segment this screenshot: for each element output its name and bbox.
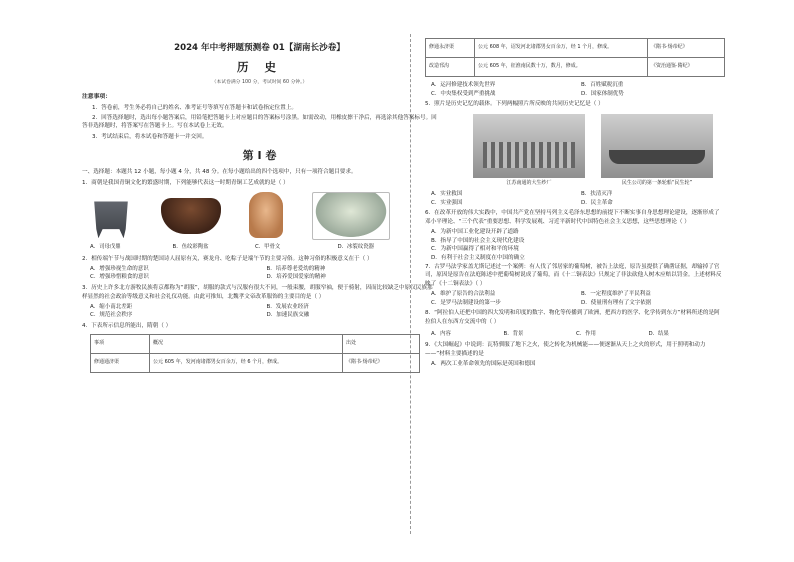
table-row xyxy=(426,39,725,58)
question-5-photos xyxy=(473,114,713,178)
table-cell: 改造邗沟 xyxy=(426,58,475,77)
option-c[interactable]: C．为新中国赢得了相对和平的环境 xyxy=(431,246,519,253)
option-c[interactable]: C．作用 xyxy=(576,330,596,337)
table-header-cell: 出处 xyxy=(343,334,420,353)
option-a[interactable]: A．为新中国工业化建设开辟了道路 xyxy=(431,229,519,236)
option-c[interactable]: C．增强珍惜粮食的意识 xyxy=(90,274,149,281)
table-header-cell: 概况 xyxy=(150,334,343,353)
option-d[interactable]: D．加速民族交融 xyxy=(266,312,310,319)
option-c[interactable]: C．甲骨文 xyxy=(255,244,281,251)
option-b[interactable]: B．鱼纹彩陶盆 xyxy=(172,244,209,251)
notice-item: 1．答卷前，考生务必将自己的姓名、准考证号等填写在答题卡和试卷指定位置上。 xyxy=(92,104,297,111)
question-4-table xyxy=(90,334,420,373)
option-b[interactable]: B．发展农业经济 xyxy=(266,303,309,310)
question-7-options xyxy=(431,290,725,307)
option-c[interactable]: C．中央集权受到严重挑战 xyxy=(431,90,496,97)
exam-meta: （本试卷满分 100 分，考试时间 60 分钟。） xyxy=(211,80,308,86)
table-header-cell: 事项 xyxy=(91,334,150,353)
table-cell: 《资治通鉴·隋纪》 xyxy=(648,58,725,77)
table-cell: 公元 605 年，征淮南民数十万，数月，修成。 xyxy=(475,58,648,77)
question-6-options xyxy=(431,228,725,263)
question-2-stem: 2．相传端午节与战国时期的楚国诗人屈原有关，赛龙舟、吃粽子是端午节的主要习俗。这种习俗的积极意义在于（ ） xyxy=(82,255,373,262)
question-3-stem: 3．历史上许多北方游牧民族将京都称为“胡服”，胡服的款式与汉服有很大不同，一般束腰，胡服窄袖，便于骑射，因而比较缺乏中原汉民族那样显然的社会政治等级意义和社会礼仪功能。由此可推知，北魏孝文帝改革服饰的主要目的是（ ） xyxy=(82,284,433,300)
option-b[interactable]: B．百姓赋税沉重 xyxy=(581,82,624,88)
notice-item: 3．考试结束后，将本试卷和答题卡一并交回。 xyxy=(92,133,208,140)
question-4-stem: 4．下表所示信息所能出，隋朝（ ） xyxy=(82,322,172,329)
table-header-row xyxy=(91,334,420,353)
question-6-stem: 6．在改革开放的伟大实践中，中国共产党在坚持马列主义毛泽东思想的前提下不断实事自身思想理论建设，逐渐形成了邓小平理论、“三个代表”重要思想、科学发展观、习近平新时代中国特色社会主义思想，这些思想理论（ ） xyxy=(425,210,720,226)
option-c[interactable]: C．是罗马法制建设的第一步 xyxy=(431,299,501,306)
question-1-images xyxy=(90,192,390,240)
question-9-options xyxy=(431,360,725,369)
option-b[interactable]: B．指导了中国的社会主义现代化建设 xyxy=(431,237,525,244)
question-1-options xyxy=(90,243,420,251)
option-a[interactable]: A．内容 xyxy=(431,330,451,337)
option-d[interactable]: D．民主革命 xyxy=(581,199,613,206)
photo-caption: 民生公司的第一条轮船“民生轮” xyxy=(621,179,693,186)
option-d[interactable]: D．结果 xyxy=(648,330,669,337)
painted-pottery-image xyxy=(161,198,221,234)
question-4-table-continued xyxy=(425,38,725,77)
option-b[interactable]: B．一定程度维护了平民利益 xyxy=(581,291,651,298)
table-cell: 《隋书·炀帝纪》 xyxy=(343,353,420,372)
option-c[interactable]: C．实业强国 xyxy=(431,199,463,206)
option-d[interactable]: D．有利于社会主义制度在中国的确立 xyxy=(431,255,525,262)
option-a[interactable]: A．缩小南北差距 xyxy=(90,303,133,310)
option-a[interactable]: A．运河修建技术领先世界 xyxy=(431,82,496,88)
table-cell: 修通永济渠 xyxy=(426,39,475,58)
photo-caption: 江苏南通的大生纱厂 xyxy=(506,179,552,186)
option-a[interactable]: A．维护了原告的合法利益 xyxy=(431,291,496,298)
table-cell: 《隋书·炀帝纪》 xyxy=(648,39,725,58)
exam-title: 2024 年中考押题预测卷 01【湖南长沙卷】 xyxy=(174,43,345,53)
question-4-options xyxy=(431,81,725,98)
table-row xyxy=(426,58,725,77)
question-8-stem: 8．“阿拉伯人还把中国的四大发明和印度的数字、物化等传播到了欧洲，把西方的医学、化学传到东方”材料所述的是阿拉伯人在东西方交流中的（ ） xyxy=(425,310,720,325)
section-intro: 一、选择题：本题共 12 小题，每小题 4 分，共 48 分。在每小题给出的四个选项中，只有一项符合题目要求。 xyxy=(82,169,357,176)
option-b[interactable]: B．培养尊老爱幼的精神 xyxy=(266,265,326,272)
right-column xyxy=(425,38,725,368)
option-d[interactable]: D．培养爱国爱家的精神 xyxy=(266,274,326,281)
option-a[interactable]: A．增强珍视生命的意识 xyxy=(90,265,149,272)
option-b[interactable]: B．扶清灭洋 xyxy=(581,191,613,198)
option-d[interactable]: D．冰裂纹瓷器 xyxy=(337,244,374,251)
bronze-ding-image xyxy=(90,192,132,238)
question-3-options xyxy=(90,303,437,320)
table-cell: 修通通济渠 xyxy=(91,353,150,372)
option-a[interactable]: A．司母戊鼎 xyxy=(90,244,121,251)
question-5-options xyxy=(431,190,725,207)
option-d[interactable]: D．国家体制优势 xyxy=(581,90,624,97)
question-5-stem: 5．照片是历史记忆的载体。下列两幅照片所反映的共同历史记忆是（ ） xyxy=(425,101,604,108)
option-d[interactable]: D．使量刑有理有了文字依据 xyxy=(581,299,652,306)
subject-title: 历 史 xyxy=(236,60,282,75)
notice-title: 注意事项： xyxy=(82,93,111,100)
steamship-photo xyxy=(601,114,713,178)
table-row xyxy=(91,353,420,372)
option-b[interactable]: B．背景 xyxy=(503,330,524,337)
volume-heading: 第 I 卷 xyxy=(242,149,277,163)
notice-item: 2．回答选择题时，选出每小题答案后，用铅笔把答题卡上对应题目的答案标号涂黑。如需改动，用橡皮擦干净后，再选涂其他答案标号。回答非选择题时，将答案写在答题卡上。写在本试卷上无效。 xyxy=(82,114,437,130)
factory-photo xyxy=(473,114,585,178)
question-8-options xyxy=(431,330,721,338)
question-5-captions xyxy=(473,180,713,188)
table-cell: 公元 605 年，发河南诸郡男女百余万，经 6 个月，修成。 xyxy=(150,353,343,372)
option-a[interactable]: A．两次工业革命领先的国际是英国和德国 xyxy=(431,360,536,367)
oracle-bone-image xyxy=(249,192,283,238)
crackle-porcelain-image xyxy=(312,192,390,240)
option-c[interactable]: C．规范社会秩序 xyxy=(90,312,133,319)
option-a[interactable]: A．实业救国 xyxy=(431,191,463,198)
left-column xyxy=(82,38,437,373)
question-7-stem: 7．古罗马法学家盖尤斯记述过一个案例：有人伐了邻居家的葡萄树，被告上法庭，原告虽提供了确凿证据，却输掉了官司，原因是原告在法庭陈述中把葡萄树说成了葡萄，而《十二铜表法》只规定了非法砍他人树木应赔以罚金。上述材料反映了《十二铜表法》（ ） xyxy=(425,263,722,288)
table-cell: 公元 608 年，诏发河北诸郡男女百余万，经 1 个月，修成。 xyxy=(475,39,648,58)
question-1-stem: 1．商朝是我国青铜文化的繁盛时期，下列能够代表这一时期青铜工艺成就的是（ ） xyxy=(82,179,289,186)
question-2-options xyxy=(90,265,437,282)
question-9-stem: 9．《大国崛起》中说到：瓦特驯服了地下之火，使之转化为机械能——便逐渐从天上之火的形式，用于照明和动力——”材料主要描述的是 xyxy=(425,341,706,357)
